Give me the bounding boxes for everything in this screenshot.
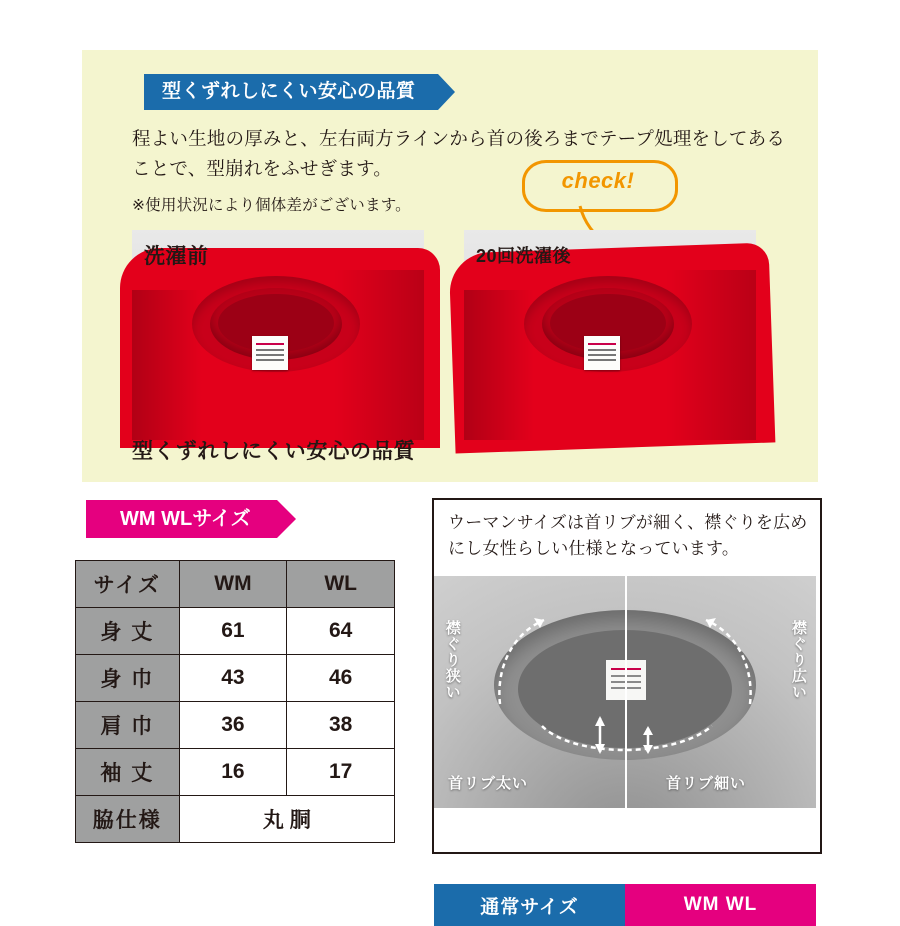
table-row — [76, 655, 395, 702]
photo-shadow-left — [132, 290, 202, 440]
photo-shadow-right — [334, 270, 424, 440]
row-label-sleeve-length: 袖 丈 — [76, 749, 180, 796]
photo-before-wash — [132, 230, 424, 422]
size-ribbon-heading: WM WLサイズ — [86, 500, 277, 538]
table-row — [76, 608, 395, 655]
row-label-shoulder-width: 肩 巾 — [76, 702, 180, 749]
collar-description: ウーマンサイズは首リブが細く、襟ぐりを広めにし女性らしい仕様となっています。 — [448, 513, 808, 558]
bar-label-wm-wl: WM WL — [625, 884, 816, 926]
cell-body-length-wl: 64 — [287, 608, 395, 655]
cell-sleeve-length-wm: 16 — [179, 749, 287, 796]
annotation-thick-rib: 首リブ太い — [448, 775, 529, 792]
quality-panel — [82, 50, 818, 482]
size-table — [75, 560, 395, 843]
row-label-body-width: 身 巾 — [76, 655, 180, 702]
photo-before-label: 洗濯前 — [144, 245, 209, 268]
photo-shadow-left — [464, 290, 534, 440]
photo-shadow-right — [666, 270, 756, 440]
table-header-wl: WL — [287, 561, 395, 608]
table-header-row — [76, 561, 395, 608]
annotation-wide-neckline: 襟ぐり広い — [790, 620, 807, 700]
bar-label-normal-size: 通常サイズ — [434, 884, 625, 926]
cell-shoulder-width-wm: 36 — [179, 702, 287, 749]
brand-tag-icon — [252, 336, 288, 370]
collar-comparison-photo — [434, 576, 816, 918]
center-divider — [625, 576, 627, 808]
quality-ribbon-heading: 型くずれしにくい安心の品質 — [144, 74, 438, 110]
quality-lead-text: 程よい生地の厚みと、左右両方ラインから首の後ろまでテープ処理をしてあることで、型崩れをふせぎます。 — [132, 128, 786, 179]
table-row — [76, 796, 395, 843]
cell-body-width-wl: 46 — [287, 655, 395, 702]
cell-shoulder-width-wl: 38 — [287, 702, 395, 749]
cell-side-spec-value: 丸 胴 — [179, 796, 394, 843]
table-row — [76, 702, 395, 749]
table-header-size: サイズ — [76, 561, 180, 608]
photo-after-label: 20回洗濯後 — [476, 246, 572, 266]
row-label-side-spec: 脇仕様 — [76, 796, 180, 843]
table-header-wm: WM — [179, 561, 287, 608]
annotation-narrow-neckline: 襟ぐり狭い — [443, 620, 461, 700]
annotation-thin-rib: 首リブ細い — [666, 775, 747, 792]
cell-body-length-wm: 61 — [179, 608, 287, 655]
collar-comparison-box — [432, 498, 822, 918]
brand-tag-icon — [584, 336, 620, 370]
photo-after-wash — [464, 230, 756, 422]
quality-caption: 型くずれしにくい安心の品質 — [132, 440, 416, 463]
check-label: check! — [561, 168, 635, 193]
comparison-bars — [434, 884, 816, 926]
table-row — [76, 749, 395, 796]
row-label-body-length: 身 丈 — [76, 608, 180, 655]
cell-sleeve-length-wl: 17 — [287, 749, 395, 796]
cell-body-width-wm: 43 — [179, 655, 287, 702]
quality-note-text: ※使用状況により個体差がございます。 — [132, 197, 411, 214]
